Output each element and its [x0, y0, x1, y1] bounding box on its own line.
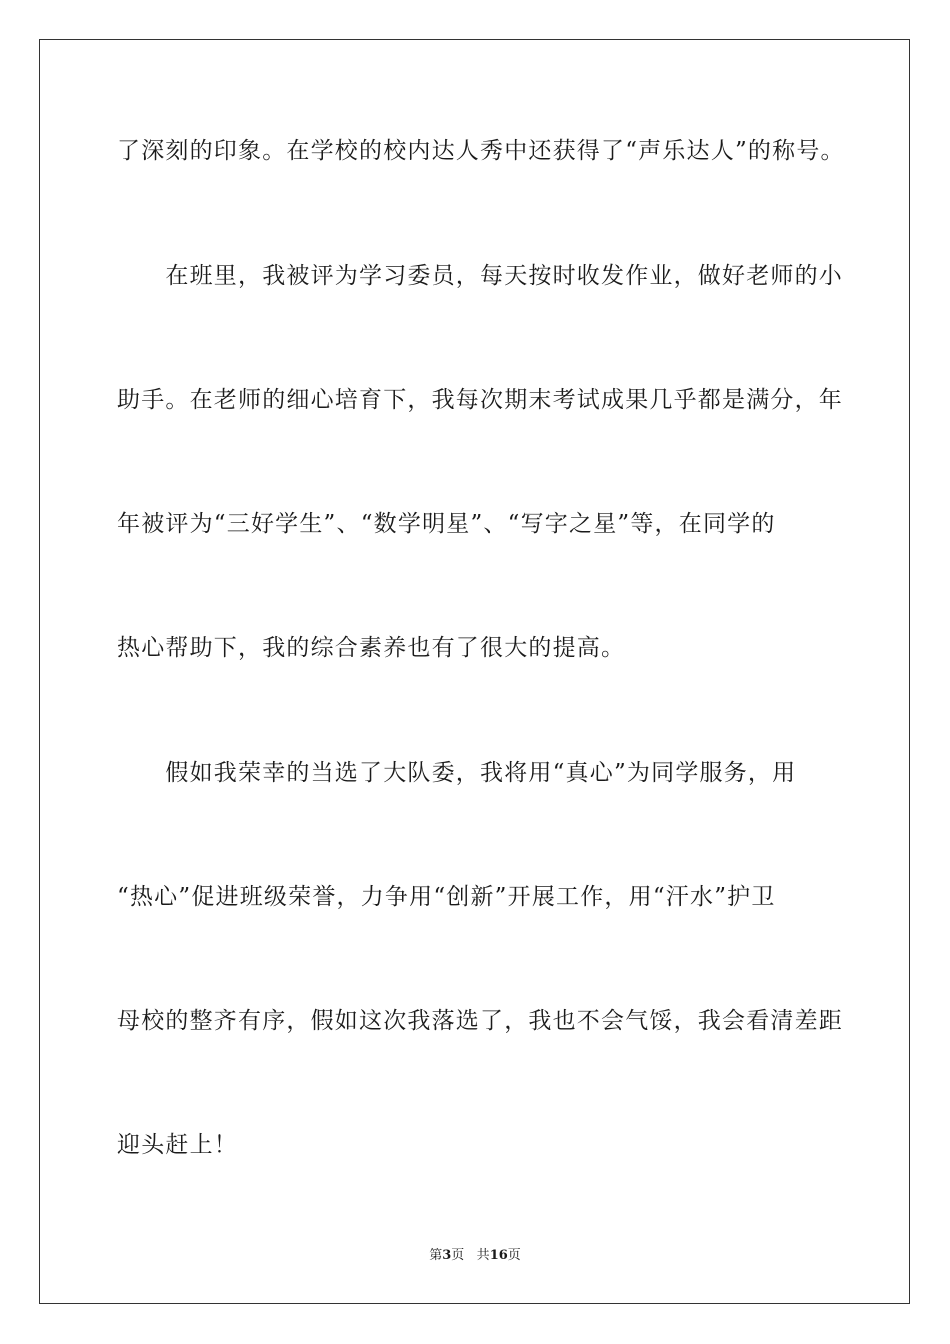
text-line-5: 热心帮助下，我的综合素养也有了很大的提高。 [117, 635, 626, 661]
text-line-3: 助手。在老师的细心培育下，我每次期末考试成果几乎都是满分，年 [117, 387, 843, 413]
text-line-7: “热心”促进班级荣誉，力争用“创新”开展工作，用“汗水”护卫 [117, 884, 776, 910]
text-line-9: 迎头赶上！ [117, 1132, 238, 1158]
text-line-4: 年被评为“三好学生”、“数学明星”、“写字之星”等，在同学的 [117, 511, 776, 537]
footer-total-pages: 16 [489, 1248, 508, 1263]
text-line-2: 在班里，我被评为学习委员，每天按时收发作业，做好老师的小 [117, 263, 843, 289]
footer-page-prefix: 第 [429, 1248, 443, 1263]
page-footer [0, 1247, 950, 1265]
footer-page-number: 3 [442, 1248, 452, 1263]
footer-total-prefix: 共 [476, 1248, 490, 1263]
text-line-1: 了深刻的印象。在学校的校内达人秀中还获得了“声乐达人”的称号。 [117, 138, 845, 164]
page-frame [39, 39, 910, 1304]
footer-page-suffix: 页 [451, 1248, 465, 1263]
text-line-6: 假如我荣幸的当选了大队委，我将用“真心”为同学服务，用 [117, 760, 797, 786]
footer-total-suffix: 页 [507, 1248, 521, 1263]
text-line-8: 母校的整齐有序，假如这次我落选了，我也不会气馁，我会看清差距 [117, 1008, 843, 1034]
